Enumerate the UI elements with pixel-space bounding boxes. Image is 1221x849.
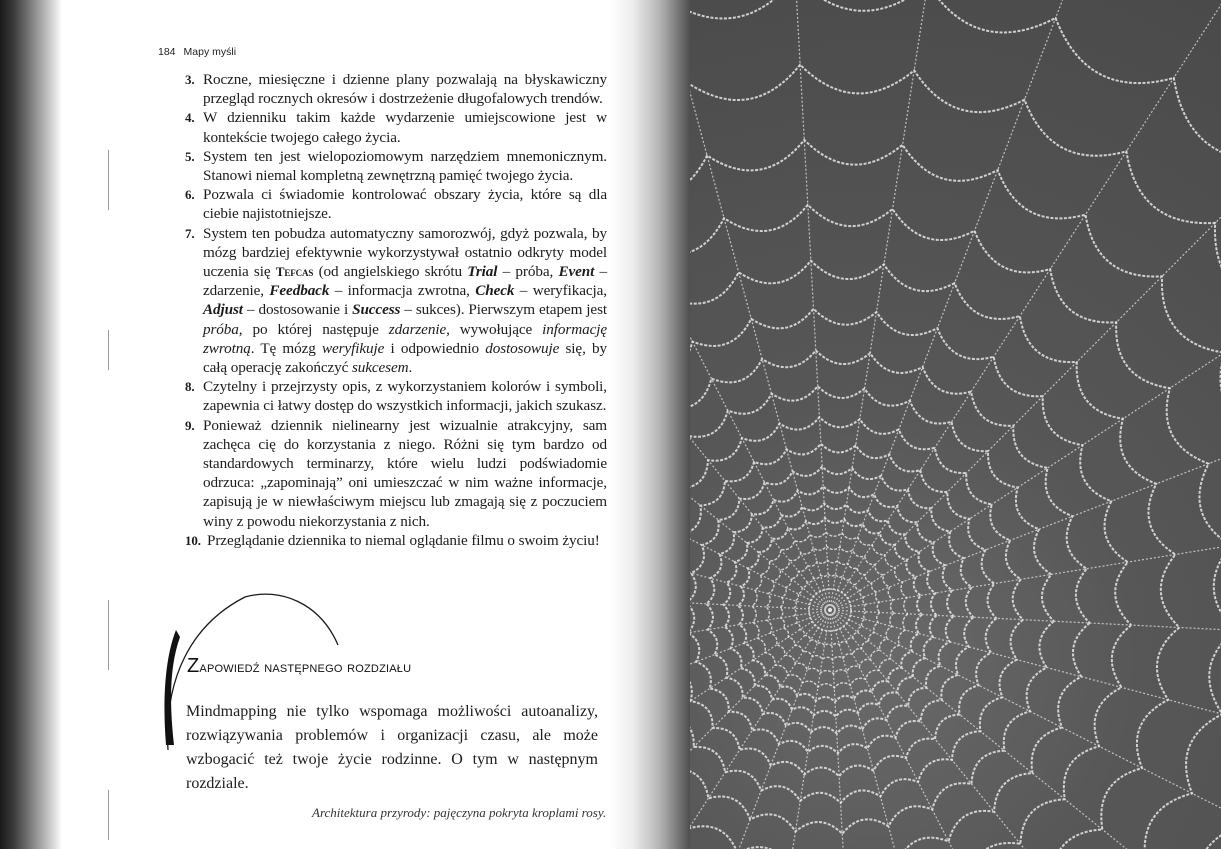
term-trial: Trial xyxy=(467,263,498,281)
web-spoke xyxy=(830,0,1000,610)
term-feedback: Feedback xyxy=(269,282,330,300)
term-dostosowuje: dostosowuje xyxy=(485,339,560,357)
item-number: 5. xyxy=(185,148,195,164)
text-run: – sukces). Pierwszym etapem jest xyxy=(400,301,607,319)
benefits-list xyxy=(185,70,607,550)
item-number: 10. xyxy=(185,532,201,548)
text-run: – weryfikacja, xyxy=(514,282,607,300)
list-item-tefcas xyxy=(185,224,607,378)
item-text: System ten jest wielopoziomowym narzędziem mnemonicznym. Stanowi niemal kompletną zewnętrzną pamięć twojego życia. xyxy=(203,147,607,185)
term-check: Check xyxy=(475,282,515,300)
running-head-title: Mapy myśli xyxy=(183,46,237,58)
page-number: 184 xyxy=(158,46,176,58)
text-run: System ten pobudza automatyczny samorozwój, gdyż pozwala, by mózg bardziej efektywnie wykorzystywał ostatnio odkryty model uczenia się xyxy=(203,224,607,281)
text-run: – dostosowanie i xyxy=(242,301,353,319)
text-run: – próba, xyxy=(497,263,559,281)
web-spoke xyxy=(830,610,890,849)
web-spoke xyxy=(830,610,1221,665)
item-text: W dzienniku takim każde wydarzenie umiejscowione jest w kontekście twojego całego życia. xyxy=(203,109,607,146)
web-ring xyxy=(690,386,1054,834)
term-weryfikuje: weryfikuje xyxy=(321,339,385,357)
item-number: 8. xyxy=(185,379,195,395)
item-number: 3. xyxy=(185,72,195,87)
term-event: Event xyxy=(558,263,595,281)
section-heading-initial: Z xyxy=(187,655,200,677)
item-number: 4. xyxy=(185,110,195,126)
book-gutter-shadow xyxy=(610,0,700,849)
section-heading-rest: apowiedź następnego rozdziału xyxy=(199,659,412,676)
item-number: 7. xyxy=(185,225,195,241)
text-run: i odpowiednio xyxy=(384,339,486,357)
tefcas-acronym: Tefcas xyxy=(275,264,314,280)
list-item xyxy=(185,70,607,108)
term-zdarzenie: zdarzenie xyxy=(388,320,447,338)
term-adjust: Adjust xyxy=(203,301,243,319)
photo-caption: Architektura przyrody: pajęczyna pokryta kroplami rosy. xyxy=(312,805,607,820)
section-lead-paragraph: Mindmapping nie tylko wspomaga możliwości autoanalizy, rozwiązywania problemów i organizacji czasu, ale może wzbogacić też twoje życie rodzinne. O tym w następnym rozdziale. xyxy=(186,703,598,792)
text-run: . Tę mózg xyxy=(250,339,322,357)
text-run: – zdarzenie, xyxy=(203,263,607,300)
web-spoke xyxy=(690,328,830,610)
web-ring xyxy=(690,350,1090,849)
item-text: Czytelny i przejrzysty opis, z wykorzystaniem kolorów i symboli, zapewnia ci łatwy dostęp do wszystkich informacji, jakich szukasz. xyxy=(203,378,607,415)
term-proba: próba xyxy=(203,320,239,338)
web-ring xyxy=(690,0,1221,849)
text-run: – informacja zwrotna, xyxy=(329,282,476,300)
term-sukcesem: sukcesem xyxy=(351,359,409,377)
web-spoke xyxy=(690,0,830,610)
web-spoke xyxy=(690,0,830,610)
text-run: , wywołujące xyxy=(446,320,543,338)
section-heading xyxy=(187,655,411,678)
spider-web-photo xyxy=(690,0,1221,849)
term-success: Success xyxy=(352,301,401,319)
item-text: Ponieważ dziennik nielinearny jest wizualnie atrakcyjny, sam zachęca cię do korzystania z niego. Różni się tym bardzo od standardowych terminarzy, które wielu ludzi podświadomie odrzuca: „zapominają” oni umieszczać w nim ważne informacje, zapisują je w niewłaściwym miejscu lub zmagają się z poczuciem winy z powodu niekorzystania z nich. xyxy=(203,416,607,530)
list-item xyxy=(185,377,607,415)
web-ring xyxy=(690,0,1221,849)
list-item xyxy=(185,147,607,185)
list-item xyxy=(185,108,607,146)
spider-web-illustration xyxy=(690,0,1221,849)
text-run: (od angielskiego skrótu xyxy=(313,263,468,281)
web-spoke xyxy=(770,0,830,610)
web-spoke xyxy=(690,0,830,610)
web-ring xyxy=(690,140,1221,849)
item-number: 6. xyxy=(185,187,195,203)
item-number: 9. xyxy=(185,417,195,433)
list-item xyxy=(185,416,607,531)
item-text: Pozwala ci świadomie kontrolować obszary życia, które są dla ciebie najistotniejsze. xyxy=(203,186,607,223)
item-text: Przeglądanie dziennika to niemal oglądanie filmu o swoim życiu! xyxy=(207,531,600,549)
list-item xyxy=(185,185,607,223)
web-ring xyxy=(690,0,1221,849)
web-spoke xyxy=(830,0,1221,610)
book-edge-shadow xyxy=(0,0,62,849)
web-ring xyxy=(690,0,1221,849)
web-ring xyxy=(690,205,1221,849)
web-ring xyxy=(690,0,1221,849)
running-header xyxy=(158,46,236,58)
text-run: , po której następuje xyxy=(238,320,389,338)
text-run: . xyxy=(408,359,413,377)
list-item xyxy=(185,531,607,550)
web-spoke xyxy=(690,0,830,610)
term-informacja: informację zwrotną xyxy=(203,320,607,357)
item-text: Roczne, miesięczne i dzienne plany pozwalają na błyskawiczny przegląd rocznych okresów i dostrzeżenie długofalowych trendów. xyxy=(203,71,607,108)
text-run: się, by całą operację zakończyć xyxy=(203,339,607,377)
